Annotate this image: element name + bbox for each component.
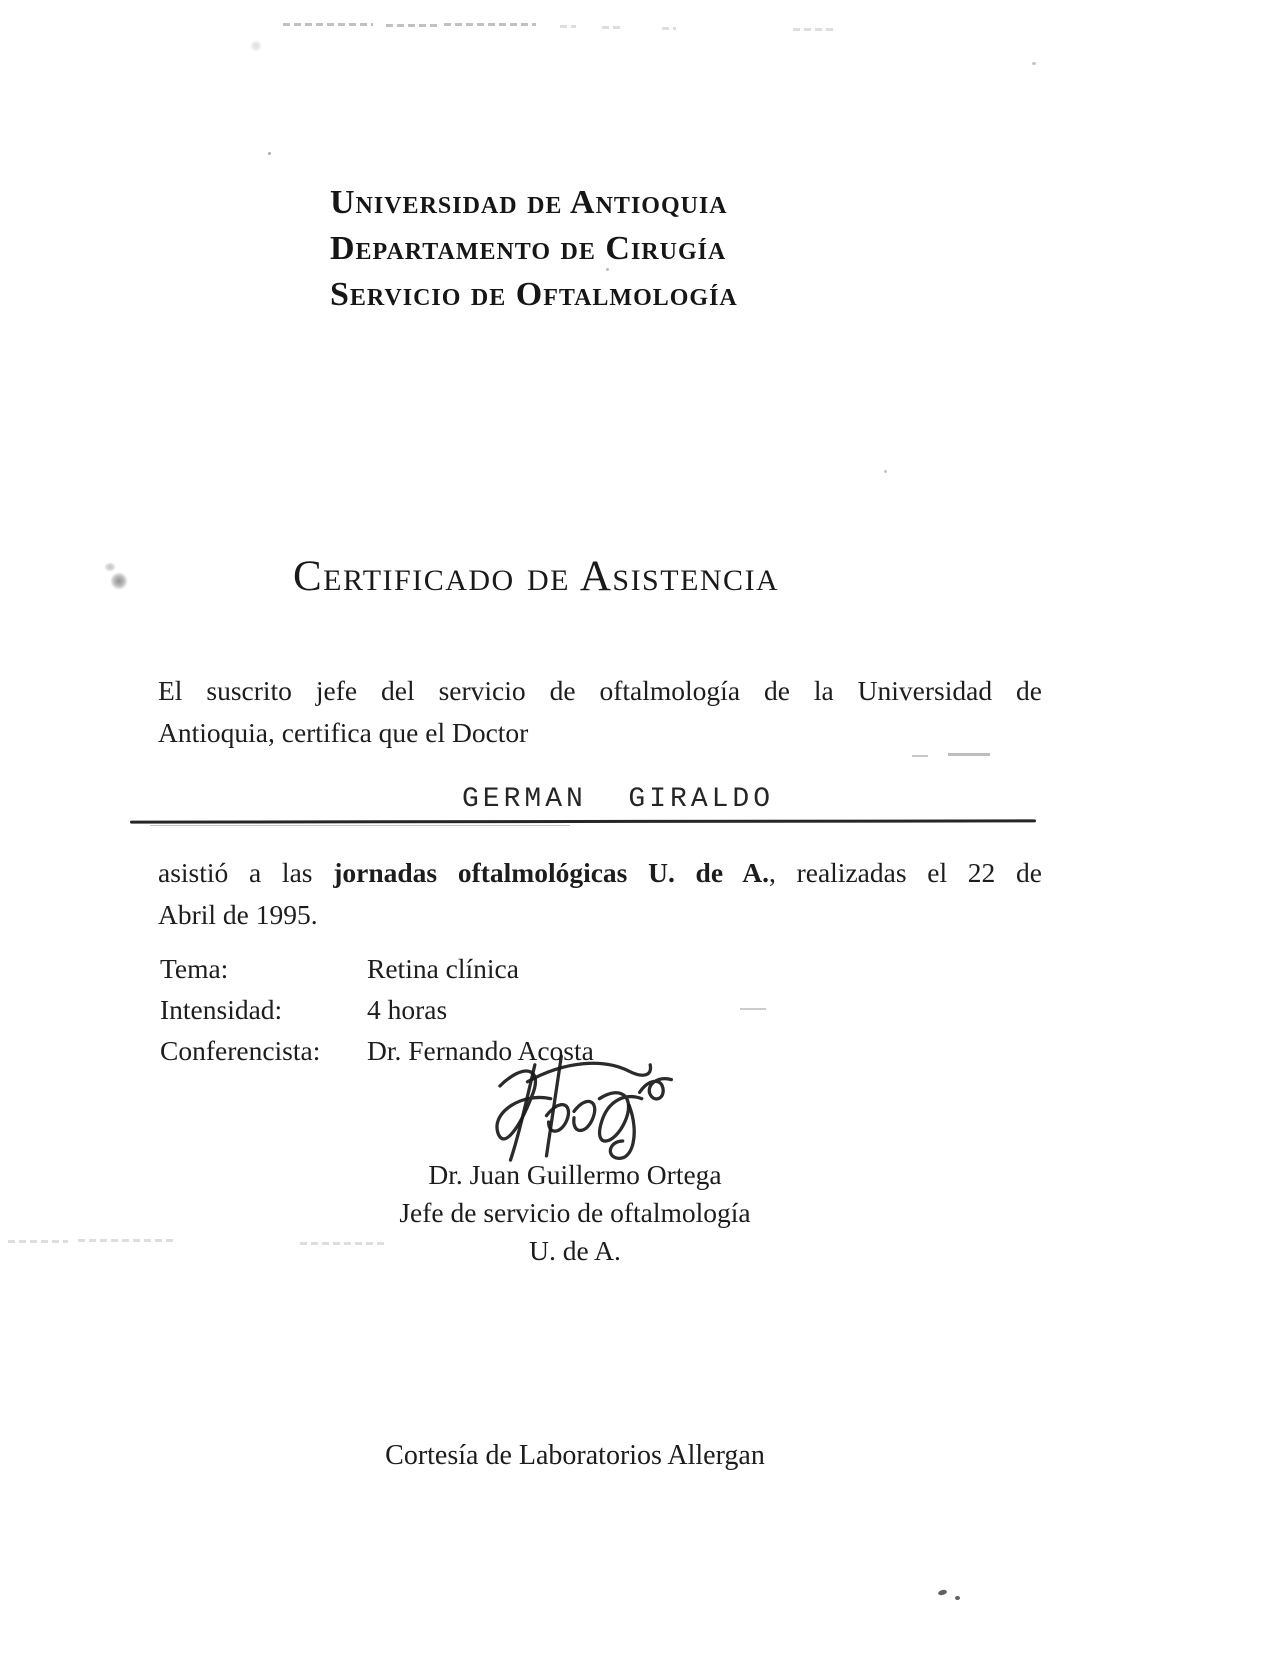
scan-artifact-top-dash-4 [560, 25, 576, 28]
intro-line-1: El suscrito jefe del servicio de oftalmología de la Universidad de [158, 675, 1042, 706]
letterhead-service: Servicio de Oftalmología [330, 276, 738, 313]
scan-artifact-sig-dash-1 [8, 1240, 68, 1243]
footer-courtesy: Cortesía de Laboratorios Allergan [385, 1440, 765, 1471]
conferencista-value: Dr. Fernando Acosta [367, 1035, 594, 1066]
scan-artifact-smudge-1 [104, 562, 116, 572]
attendance-pre: asistió a las [158, 857, 334, 888]
doctor-name: GERMAN GIRALDO [462, 784, 775, 815]
tema-value: Retina clínica [367, 953, 519, 984]
attendance-line-1 [158, 852, 1042, 894]
conferencista-label: Conferencista: [160, 1035, 321, 1066]
name-underline [130, 819, 1036, 823]
scan-artifact-top-dash-5 [602, 26, 622, 29]
scan-artifact-speck-4 [606, 268, 609, 271]
name-underline-shadow [150, 825, 570, 826]
intro-paragraph [158, 670, 1042, 754]
scan-artifact-sig-dash-2 [78, 1239, 173, 1242]
scan-artifact-dash-right-1 [912, 755, 928, 757]
scan-artifact-speck-5 [884, 470, 887, 473]
attendance-line-2: Abril de 1995. [158, 899, 318, 930]
scan-artifact-speck-6 [1032, 62, 1036, 65]
attendance-post: , realizadas el 22 de [769, 857, 1042, 888]
scan-artifact-top-dash-1 [283, 23, 373, 26]
intro-line-2: Antioquia, certifica que el Doctor [158, 717, 529, 748]
letterhead-university: Universidad de Antioquia [330, 184, 728, 221]
intensidad-label: Intensidad: [160, 994, 283, 1025]
scan-artifact-dash-mid [740, 1008, 766, 1010]
scan-artifact-smudge-2 [110, 572, 128, 590]
tema-label: Tema: [160, 953, 229, 984]
signer-name: Dr. Juan Guillermo Ortega [428, 1159, 722, 1190]
attendance-paragraph [158, 852, 1042, 936]
scan-artifact-top-dash-7 [793, 28, 833, 31]
attendance-event-name: jornadas oftalmológicas U. de A. [333, 857, 769, 888]
scan-artifact-top-dash-6 [662, 27, 676, 30]
signature-block [280, 1156, 870, 1270]
scan-artifact-top-dash-3 [444, 23, 536, 26]
letterhead-department: Departamento de Cirugía [330, 230, 727, 267]
scan-artifact-speck-2 [955, 1596, 960, 1600]
scan-artifact-speck-1 [938, 1589, 948, 1596]
scan-artifact-dash-right-2 [948, 753, 990, 756]
scan-artifact-top-dash-2 [386, 24, 438, 27]
certificate-title: Certificado de Asistencia [293, 553, 780, 600]
scan-artifact-speck-3 [268, 152, 271, 155]
scan-artifact-sig-dash-3 [300, 1242, 388, 1245]
signer-org: U. de A. [529, 1235, 621, 1266]
letterhead [330, 180, 738, 318]
intensidad-value: 4 horas [367, 994, 448, 1025]
signer-role: Jefe de servicio de oftalmología [399, 1197, 751, 1228]
detail-row-tema [160, 948, 860, 989]
scan-artifact-smudge-3 [250, 40, 262, 52]
